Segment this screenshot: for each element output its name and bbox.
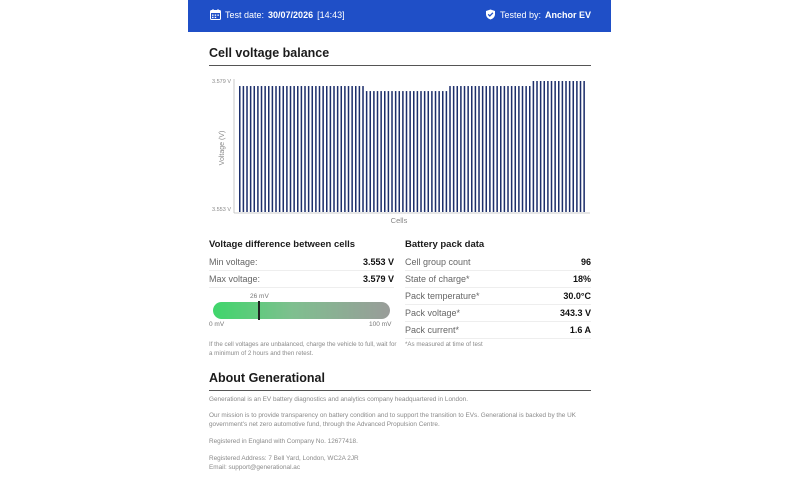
cell-bar [355,86,357,212]
cell-bar [417,91,419,212]
cell-bar [370,91,372,212]
cell-bar [500,86,502,212]
cell-bar [576,81,578,212]
pack-row-value: 18% [572,273,591,284]
cell-bar [507,86,509,212]
pack-row-value: 96 [580,256,591,267]
pack-row-label: Cell group count [405,256,471,267]
report-header [188,0,611,32]
cell-bar [322,86,324,212]
tested-by-value: Anchor EV [544,9,591,20]
cell-bar [275,86,277,212]
pack-row-voltage [405,304,591,322]
min-voltage-label: Min voltage: [209,256,258,267]
test-date-label: Test date: [225,9,265,20]
cell-bar [380,91,382,212]
test-time: [14:43] [317,9,345,20]
chart-bars [239,81,585,212]
y-axis-label: Voltage (V) [219,130,226,166]
cell-bar [435,91,437,212]
pack-row-label: State of charge* [405,273,470,284]
cell-bar [471,86,473,212]
pack-row-current [405,321,591,339]
about-title: About Generational [209,371,591,391]
about-email: Email: support@generational.ac [209,464,301,471]
cell-bar [304,86,306,212]
cell-bar [243,86,245,212]
cell-bar [351,86,353,212]
gauge-min-label: 0 mV [209,321,225,328]
cell-bar [457,86,459,212]
cell-bar [482,86,484,212]
cell-bar [554,81,556,212]
cell-bar [533,81,535,212]
cell-bar [551,81,553,212]
cell-bar [333,86,335,212]
cell-bar [515,86,517,212]
gauge-value-label: 26 mV [250,293,269,300]
cell-bar [395,91,397,212]
pack-row-value: 30.0°C [563,290,591,301]
y-tick-label-bottom: 3.553 V [212,207,231,213]
rebalance-note: If the cell voltages are unbalanced, charge the vehicle to full, wait for a minimum of 2 hours and then retest. [209,341,397,357]
cell-bar [344,86,346,212]
cell-bar [565,81,567,212]
cell-bar [362,86,364,212]
max-voltage-value: 3.579 V [362,273,394,284]
pack-row-label: Pack temperature* [405,290,480,301]
cell-voltage-chart [209,70,591,230]
x-axis-label: Cells [390,216,408,225]
cell-bar [250,86,252,212]
cell-bar [337,86,339,212]
cell-bar [504,86,506,212]
cell-bar [399,91,401,212]
cell-bar [438,91,440,212]
cell-bar [366,91,368,212]
cell-bar [529,86,531,212]
cell-bar [446,91,448,212]
cell-bar [330,86,332,212]
shield-check-icon [485,9,496,20]
cell-bar [424,91,426,212]
cell-balance-title: Cell voltage balance [209,46,591,66]
cell-bar [254,86,256,212]
cell-bar [326,86,328,212]
cell-bar [268,86,270,212]
cell-bar [525,86,527,212]
pack-row-state-of-charge [405,270,591,288]
cell-bar [283,86,285,212]
cell-bar [239,86,241,212]
cell-bar [290,86,292,212]
voltage-diff-gauge [213,302,390,319]
cell-bar [312,86,314,212]
cell-bar [573,81,575,212]
cell-bar [420,91,422,212]
gauge-marker [258,301,260,320]
min-voltage-value: 3.553 V [362,256,394,267]
max-voltage-row [209,270,394,288]
cell-bar [402,91,404,212]
test-date-value: 30/07/2026 [268,9,314,20]
cell-bar [453,86,455,212]
pack-row-label: Pack current* [405,324,460,335]
cell-bar [359,86,361,212]
cell-bar [272,86,274,212]
cell-bar [413,91,415,212]
cell-bar [558,81,560,212]
cell-bar [319,86,321,212]
cell-bar [536,81,538,212]
cell-bar [261,86,263,212]
pack-footnote: *As measured at time of test [405,341,483,348]
cell-bar [464,86,466,212]
cell-bar [547,81,549,212]
voltage-diff-title: Voltage difference between cells [209,239,356,250]
cell-bar [569,81,571,212]
cell-bar [493,86,495,212]
cell-bar [246,86,248,212]
cell-bar [522,86,524,212]
cell-bar [562,81,564,212]
cell-bar [431,91,433,212]
max-voltage-label: Max voltage: [209,273,261,284]
about-paragraph-1: Generational is an EV battery diagnostics and analytics company headquartered in London. [209,396,468,403]
pack-row-label: Pack voltage* [405,307,461,318]
cell-bar [406,91,408,212]
cell-bar [428,91,430,212]
about-paragraph-2: Our mission is to provide transparency on battery condition and to support the transition to EVs. Generational is backed by the UK government's net zero automotive fund, through the Advanced Propulsion Centre. [209,412,576,428]
cell-bar [449,86,451,212]
cell-bar [388,91,390,212]
pack-row-temperature [405,287,591,305]
cell-bar [391,91,393,212]
about-address: Registered Address: 7 Bell Yard, London, WC2A 2JR [209,455,359,462]
cell-bar [409,91,411,212]
min-voltage-row [209,253,394,271]
cell-bar [384,91,386,212]
cell-bar [373,91,375,212]
cell-bar [467,86,469,212]
cell-bar [496,86,498,212]
cell-bar [442,91,444,212]
cell-bar [478,86,480,212]
cell-bar [308,86,310,212]
cell-bar [544,81,546,212]
cell-bar [511,86,513,212]
cell-bar [348,86,350,212]
tested-by [485,9,591,20]
pack-row-cell-group-count [405,253,591,271]
cell-bar [341,86,343,212]
cell-bar [489,86,491,212]
cell-bar [286,86,288,212]
gauge-max-label: 100 mV [369,321,392,328]
cell-bar [377,91,379,212]
pack-row-value: 1.6 A [569,324,591,335]
about-company-number: Registered in England with Company No. 12677418. [209,438,358,445]
cell-bar [279,86,281,212]
cell-bar [475,86,477,212]
cell-bar [297,86,299,212]
cell-bar [460,86,462,212]
test-date [210,9,345,20]
chart-svg [209,70,591,230]
calendar-icon [210,9,221,20]
cell-bar [264,86,266,212]
cell-bar [293,86,295,212]
cell-bar [580,81,582,212]
cell-bar [301,86,303,212]
y-tick-label-top: 3.579 V [212,79,231,85]
battery-pack-title: Battery pack data [405,239,485,250]
cell-bar [583,81,585,212]
cell-bar [315,86,317,212]
cell-bar [518,86,520,212]
cell-bar [540,81,542,212]
pack-row-value: 343.3 V [559,307,591,318]
tested-by-label: Tested by: [499,9,541,20]
cell-bar [486,86,488,212]
cell-bar [257,86,259,212]
